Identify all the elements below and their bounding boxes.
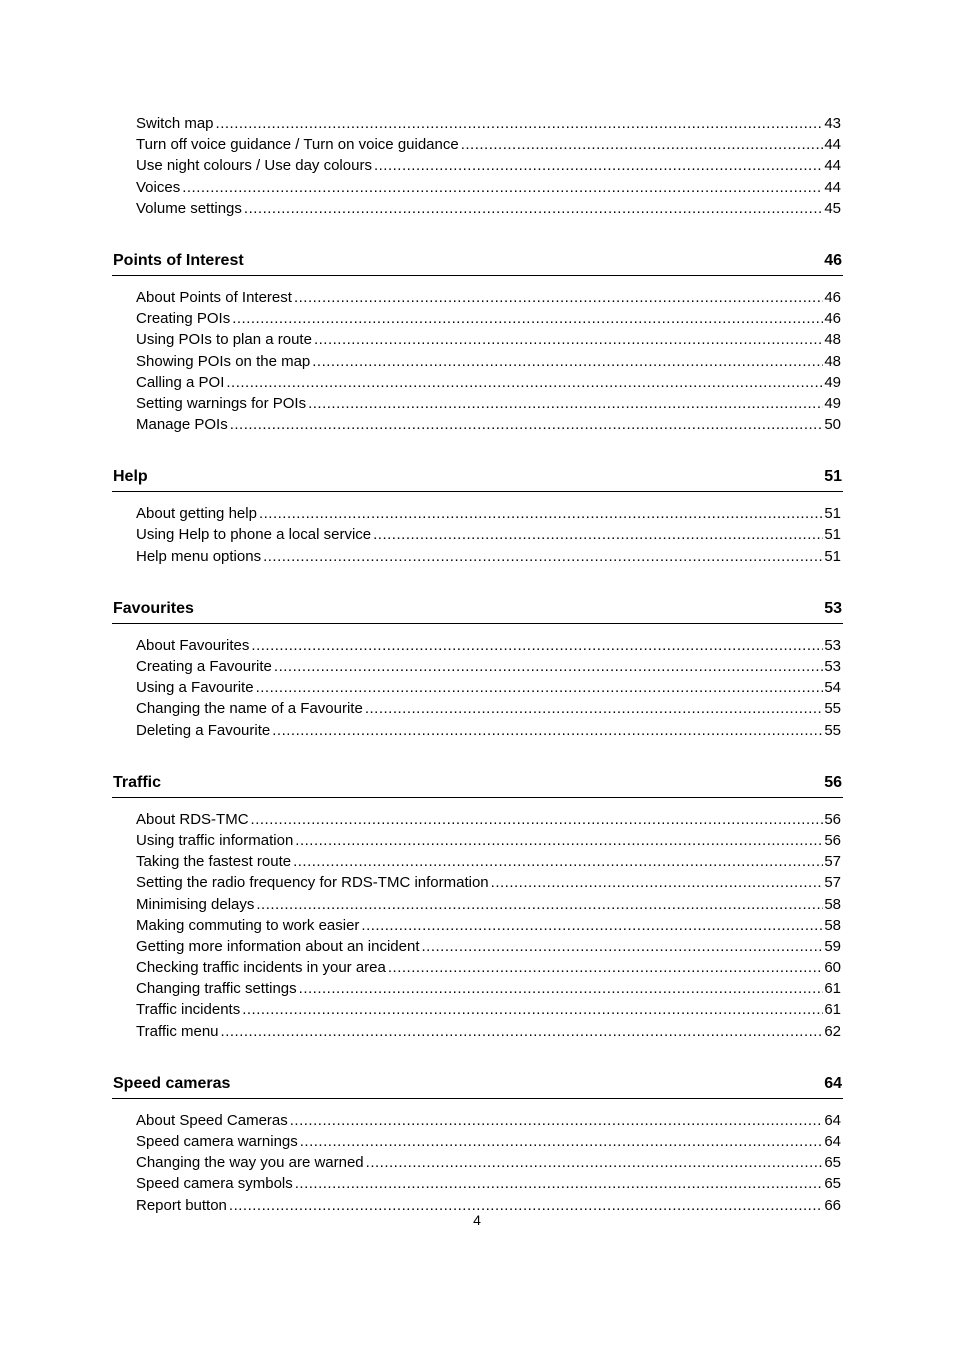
- toc-entry[interactable]: [136, 978, 841, 999]
- dot-leader: [312, 351, 823, 372]
- dot-leader: [461, 134, 824, 155]
- toc-entry[interactable]: [136, 329, 841, 350]
- entry-page: 57: [824, 853, 841, 871]
- entry-page: 58: [824, 895, 841, 913]
- entry-title: Creating POIs: [136, 310, 231, 328]
- dot-leader: [232, 308, 823, 329]
- entry-page: 56: [824, 810, 841, 828]
- toc-entry[interactable]: [136, 351, 841, 372]
- entry-title: Taking the fastest route: [136, 853, 292, 871]
- toc-entry[interactable]: [136, 503, 841, 524]
- entry-page: 64: [824, 1111, 841, 1129]
- entry-page: 48: [824, 352, 841, 370]
- entry-page: 54: [824, 679, 841, 697]
- page-number: 4: [473, 1212, 481, 1228]
- dot-leader: [300, 1131, 824, 1152]
- entry-title: About RDS-TMC: [136, 810, 249, 828]
- entry-page: 50: [824, 416, 841, 434]
- section-page: 51: [824, 468, 842, 486]
- entry-page: 44: [824, 136, 841, 154]
- entry-title: Turn off voice guidance / Turn on voice guidance: [136, 136, 459, 154]
- entry-page: 53: [824, 658, 841, 675]
- entry-page: 49: [824, 394, 841, 412]
- toc-entry[interactable]: [136, 1131, 841, 1152]
- toc-entry[interactable]: [136, 134, 841, 155]
- entry-title: About Points of Interest: [136, 288, 292, 306]
- section-page: 56: [824, 773, 842, 791]
- dot-leader: [373, 524, 823, 545]
- section-header[interactable]: [112, 597, 843, 624]
- intro-entry-list: [112, 113, 843, 219]
- entry-title: Report button: [136, 1196, 227, 1214]
- toc-entry[interactable]: [136, 414, 841, 435]
- section-title: Favourites: [113, 599, 194, 617]
- dot-leader: [182, 177, 823, 198]
- dot-leader: [256, 677, 824, 698]
- entry-title: About Speed Cameras: [136, 1111, 288, 1129]
- toc-section-favourites: [112, 597, 843, 741]
- entry-title: Getting more information about an incident: [136, 937, 420, 955]
- dot-leader: [361, 915, 823, 936]
- entry-title: Volume settings: [136, 199, 242, 217]
- toc-section-points-of-interest: [112, 249, 843, 435]
- dot-leader: [295, 1173, 824, 1194]
- entry-title: Using POIs to plan a route: [136, 331, 312, 349]
- dot-leader: [251, 635, 823, 656]
- toc-entry[interactable]: [136, 1021, 841, 1042]
- entry-page: 46: [824, 310, 841, 328]
- entry-title: Setting warnings for POIs: [136, 394, 307, 412]
- section-entry-list: [112, 1110, 843, 1216]
- entry-page: 44: [824, 178, 841, 196]
- dot-leader: [365, 698, 824, 719]
- toc-entry[interactable]: [136, 957, 841, 978]
- entry-page: 58: [824, 916, 841, 934]
- toc-entry[interactable]: [136, 698, 841, 719]
- dot-leader: [226, 372, 823, 393]
- section-header[interactable]: [112, 465, 843, 492]
- dot-leader: [314, 329, 823, 350]
- dot-leader: [230, 414, 824, 435]
- entry-title: Switch map: [136, 115, 214, 132]
- entry-title: Changing the name of a Favourite: [136, 700, 363, 718]
- entry-page: 57: [824, 874, 841, 892]
- toc-entry[interactable]: [136, 872, 841, 893]
- entry-title: Speed camera warnings: [136, 1133, 298, 1150]
- dot-leader: [251, 809, 824, 830]
- dot-leader: [491, 872, 824, 893]
- toc-entry[interactable]: [136, 177, 841, 198]
- entry-title: Changing traffic settings: [136, 980, 297, 998]
- entry-page: 45: [824, 199, 841, 217]
- dot-leader: [366, 1152, 824, 1173]
- entry-page: 49: [824, 373, 841, 391]
- dot-leader: [293, 851, 823, 872]
- toc-entry[interactable]: [136, 546, 841, 567]
- toc-entry[interactable]: [136, 677, 841, 698]
- entry-page: 53: [824, 636, 841, 654]
- toc-entry[interactable]: [136, 287, 841, 308]
- toc-section-traffic: [112, 771, 843, 1042]
- section-page: 46: [824, 251, 842, 269]
- entry-page: 46: [824, 288, 841, 306]
- dot-leader: [259, 503, 823, 524]
- entry-title: About getting help: [136, 505, 257, 523]
- dot-leader: [299, 978, 824, 999]
- entry-page: 64: [824, 1133, 841, 1150]
- dot-leader: [244, 198, 823, 219]
- entry-title: Calling a POI: [136, 373, 225, 391]
- toc-entry[interactable]: [136, 1173, 841, 1194]
- section-title: Speed cameras: [113, 1074, 231, 1092]
- entry-title: Setting the radio frequency for RDS-TMC information: [136, 874, 489, 892]
- entry-title: Traffic menu: [136, 1022, 219, 1040]
- entry-page: 66: [824, 1196, 841, 1214]
- entry-page: 61: [824, 1001, 841, 1019]
- entry-page: 65: [824, 1175, 841, 1193]
- toc-entry[interactable]: [136, 915, 841, 936]
- dot-leader: [290, 1110, 824, 1131]
- toc-section-help: [112, 465, 843, 567]
- dot-leader: [242, 999, 823, 1020]
- section-entry-list: [112, 809, 843, 1042]
- entry-page: 65: [824, 1154, 841, 1172]
- entry-page: 60: [824, 959, 841, 977]
- toc-entry[interactable]: [136, 524, 841, 545]
- toc-entry[interactable]: [136, 720, 841, 741]
- toc-entry[interactable]: [136, 830, 841, 851]
- entry-title: Manage POIs: [136, 416, 228, 434]
- toc-entry[interactable]: [136, 999, 841, 1020]
- entry-title: Voices: [136, 178, 181, 196]
- entry-page: 43: [824, 115, 841, 132]
- dot-leader: [221, 1021, 824, 1042]
- section-entry-list: [112, 635, 843, 741]
- toc-entry[interactable]: [136, 113, 841, 134]
- toc-entry[interactable]: [136, 894, 841, 915]
- toc-entry[interactable]: [136, 308, 841, 329]
- dot-leader: [388, 957, 823, 978]
- section-title: Traffic: [113, 773, 162, 791]
- entry-page: 62: [824, 1022, 841, 1040]
- section-entry-list: [112, 503, 843, 567]
- entry-page: 55: [824, 700, 841, 718]
- section-header[interactable]: [112, 249, 843, 276]
- dot-leader: [274, 656, 823, 677]
- entry-title: Creating a Favourite: [136, 658, 272, 675]
- toc-entry[interactable]: [136, 393, 841, 414]
- entry-page: 44: [824, 157, 841, 175]
- dot-leader: [295, 830, 823, 851]
- entry-page: 51: [824, 505, 841, 523]
- entry-title: Showing POIs on the map: [136, 352, 311, 370]
- dot-leader: [308, 393, 823, 414]
- toc-entry[interactable]: [136, 809, 841, 830]
- entry-page: 51: [824, 547, 841, 565]
- toc-entry[interactable]: [136, 1152, 841, 1173]
- entry-title: Checking traffic incidents in your area: [136, 959, 386, 977]
- table-of-contents: [112, 113, 843, 1216]
- entry-title: Changing the way you are warned: [136, 1154, 364, 1172]
- entry-title: Using traffic information: [136, 831, 294, 849]
- toc-entry[interactable]: [136, 851, 841, 872]
- entry-page: 59: [824, 937, 841, 955]
- toc-entry[interactable]: [136, 635, 841, 656]
- entry-page: 56: [824, 831, 841, 849]
- entry-title: Help menu options: [136, 547, 262, 565]
- toc-entry[interactable]: [136, 936, 841, 957]
- toc-entry[interactable]: [136, 656, 841, 677]
- dot-leader: [294, 287, 823, 308]
- section-title: Points of Interest: [113, 251, 244, 269]
- entry-page: 61: [824, 980, 841, 998]
- dot-leader: [216, 113, 824, 134]
- entry-page: 55: [824, 721, 841, 739]
- section-header[interactable]: [112, 1072, 843, 1099]
- toc-section-speed-cameras: [112, 1072, 843, 1216]
- entry-title: Speed camera symbols: [136, 1175, 293, 1193]
- section-title: Help: [113, 468, 148, 486]
- section-page: 64: [824, 1074, 842, 1092]
- entry-page: 51: [824, 526, 841, 544]
- dot-leader: [263, 546, 823, 567]
- entry-title: Using Help to phone a local service: [136, 526, 372, 544]
- entry-title: Use night colours / Use day colours: [136, 157, 372, 175]
- dot-leader: [422, 936, 824, 957]
- entry-title: Deleting a Favourite: [136, 721, 271, 739]
- entry-title: Traffic incidents: [136, 1001, 241, 1019]
- section-page: 53: [824, 599, 842, 617]
- toc-entry[interactable]: [136, 155, 841, 176]
- entry-title: Using a Favourite: [136, 679, 254, 697]
- entry-page: 48: [824, 331, 841, 349]
- section-header[interactable]: [112, 771, 843, 798]
- section-entry-list: [112, 287, 843, 435]
- entry-title: Minimising delays: [136, 895, 255, 913]
- dot-leader: [272, 720, 823, 741]
- toc-entry[interactable]: [136, 1110, 841, 1131]
- toc-entry[interactable]: [136, 198, 841, 219]
- dot-leader: [256, 894, 823, 915]
- entry-title: Making commuting to work easier: [136, 916, 360, 934]
- dot-leader: [374, 155, 823, 176]
- entry-title: About Favourites: [136, 636, 250, 654]
- toc-entry[interactable]: [136, 372, 841, 393]
